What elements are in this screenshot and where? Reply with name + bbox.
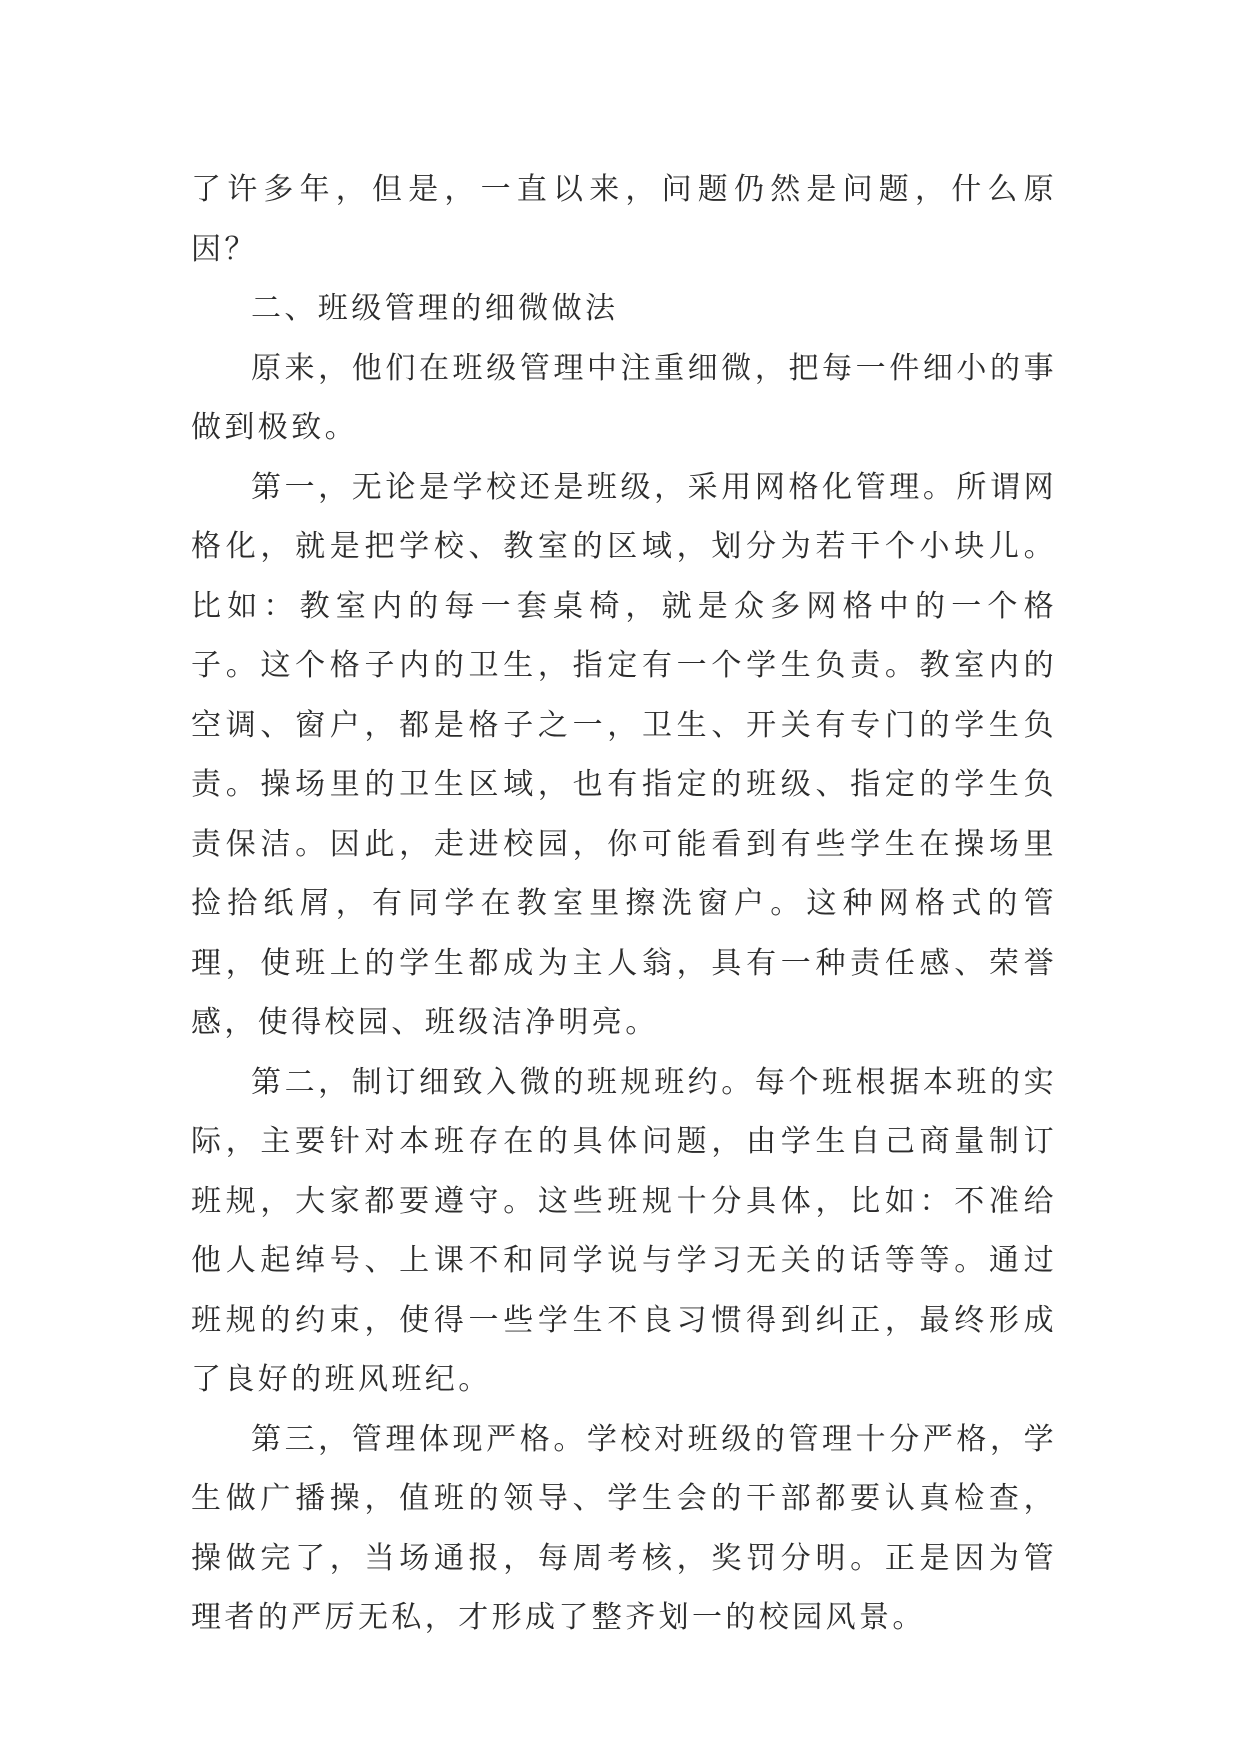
paragraph-point-two: 第二，制订细致入微的班规班约。每个班根据本班的实际，主要针对本班存在的具体问题，由学生自己商量制订班规，大家都要遵守。这些班规十分具体，比如：不准给他人起绰号、上课不和同学说与学习无关的话等等。通过班规的约束，使得一些学生不良习惯得到纠正，最终形成了良好的班风班纪。 (191, 1064, 1057, 1397)
paragraph-continued: 了许多年，但是，一直以来，问题仍然是问题，什么原因？ (191, 172, 1057, 267)
paragraph-point-three: 第三，管理体现严格。学校对班级的管理十分严格，学生做广播操，值班的领导、学生会的干部都要认真检查，操做完了，当场通报，每周考核，奖罚分明。正是因为管理者的严厉无私，才形成了整齐划一的校园风景。 (191, 1421, 1057, 1635)
paragraph-intro: 原来，他们在班级管理中注重细微，把每一件细小的事做到极致。 (191, 350, 1057, 445)
section-heading: 二、班级管理的细微做法 (251, 291, 619, 326)
paragraph-point-one: 第一，无论是学校还是班级，采用网格化管理。所谓网格化，就是把学校、教室的区域，划分为若干个小块儿。比如：教室内的每一套桌椅，就是众多网格中的一个格子。这个格子内的卫生，指定有一个学生负责。教室内的空调、窗户，都是格子之一，卫生、开关有专门的学生负责。操场里的卫生区域，也有指定的班级、指定的学生负责保洁。因此，走进校园，你可能看到有些学生在操场里捡拾纸屑，有同学在教室里擦洗窗户。这种网格式的管理，使班上的学生都成为主人翁，具有一种责任感、荣誉感，使得校园、班级洁净明亮。 (191, 469, 1057, 1040)
document-body (191, 160, 1057, 1648)
